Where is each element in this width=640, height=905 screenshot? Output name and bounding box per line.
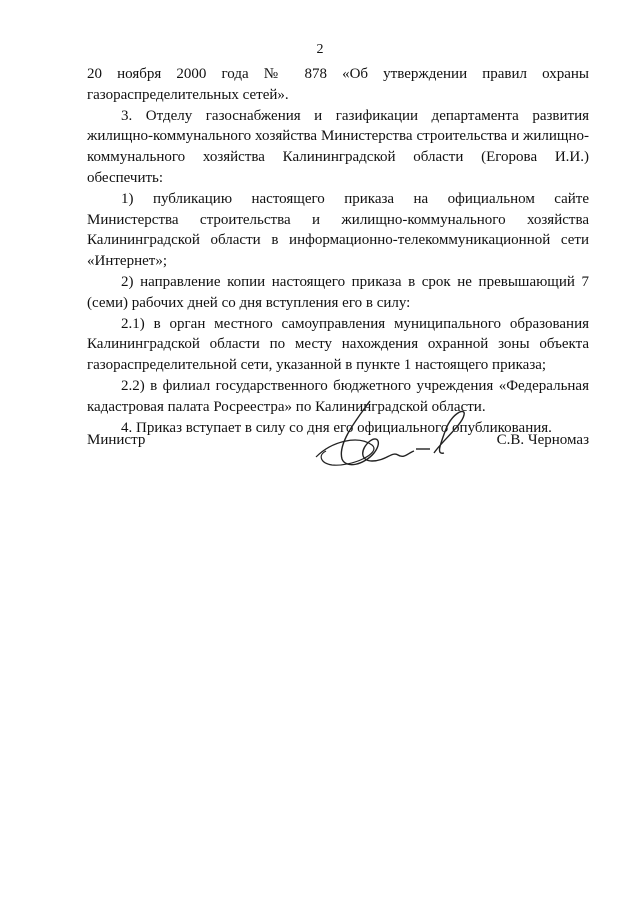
signature-block xyxy=(87,432,589,452)
paragraph-item-2-2: 2.2) в филиал государственного бюджетного учреждения «Федеральная кадастровая палата Росреестра» по Калининградской области. xyxy=(87,377,589,415)
paragraph-item-4: 4. Приказ вступает в силу со дня его официального опубликования. xyxy=(121,419,552,436)
paragraph-item-3-2: 2) направление копии настоящего приказа в срок не превышающий 7 (семи) рабочих дней со дня вступления его в силу: xyxy=(87,273,589,311)
paragraph-item-3-1: 1) публикацию настоящего приказа на официальном сайте Министерства строительства и жилищно-коммунального хозяйства Калининградской области в информационно-телекоммуникационной сети «Интернет»; xyxy=(87,190,589,270)
paragraph-continuation: 20 ноября 2000 года № 878 «Об утверждении правил охраны газораспределительных сетей». xyxy=(87,66,589,103)
document-body xyxy=(87,64,589,438)
page-number: 2 xyxy=(316,42,324,57)
signatory-title: Министр xyxy=(87,432,146,448)
signatory-name: С.В. Черномаз xyxy=(496,432,589,448)
paragraph-item-3: 3. Отделу газоснабжения и газификации департамента развития жилищно-коммунального хозяйства Министерства строительства и жилищно-коммунального хозяйства Калининградской области (Егорова И.И.) обеспечить: xyxy=(87,107,589,186)
paragraph-item-2-1: 2.1) в орган местного самоуправления муниципального образования Калининградской области по месту нахождения охранной зоны объекта газораспределительной сети, указанной в пункте 1 настоящего приказа; xyxy=(87,315,589,374)
